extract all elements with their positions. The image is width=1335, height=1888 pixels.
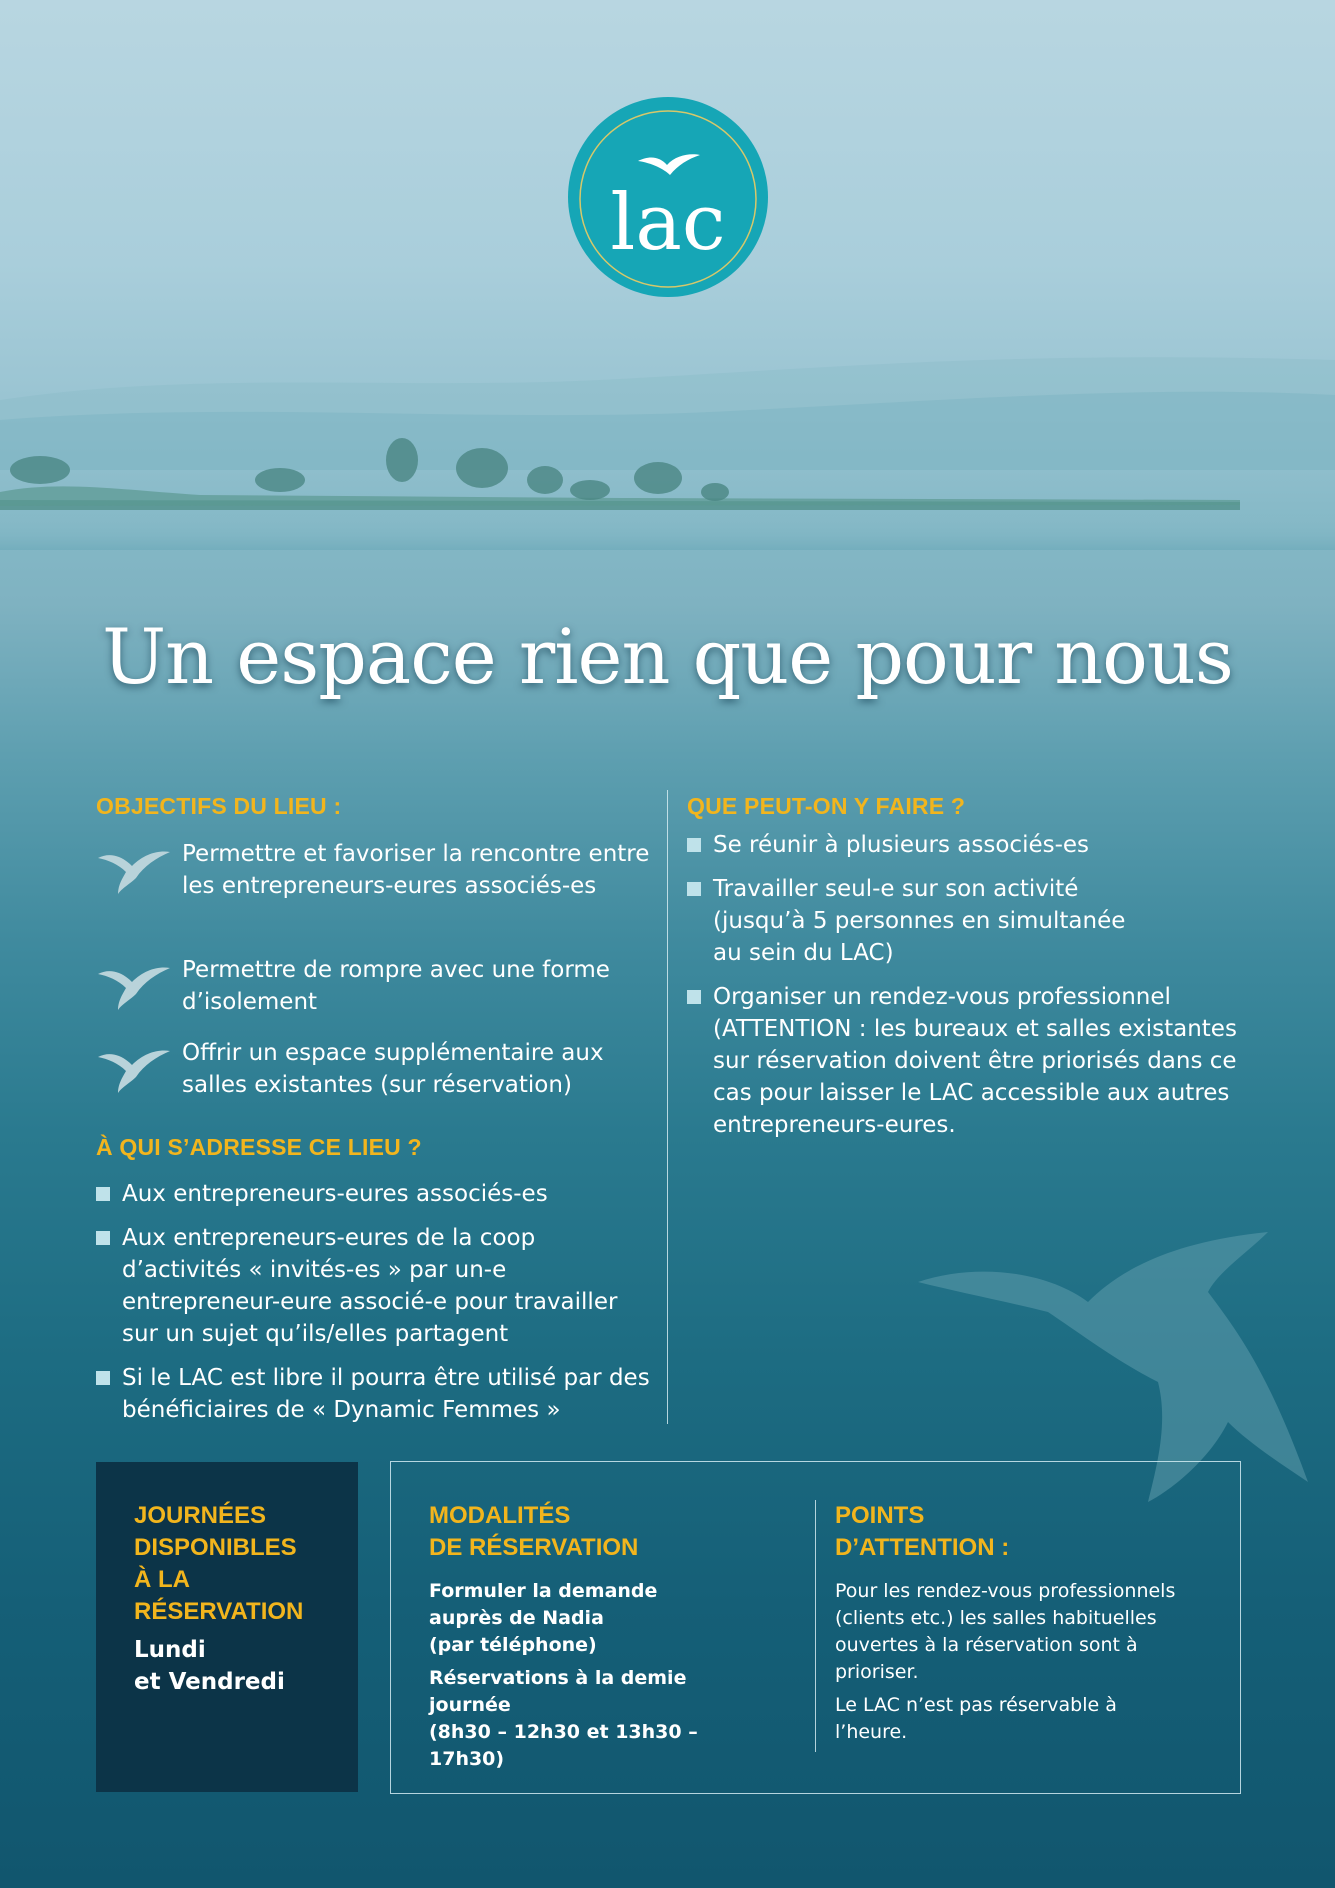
square-bullet-icon xyxy=(687,990,701,1004)
journees-title-line: JOURNÉES xyxy=(134,1502,267,1529)
objectif-item xyxy=(96,1037,656,1101)
modalites-column xyxy=(429,1500,769,1773)
attention-line: Pour les rendez-vous professionnels xyxy=(835,1580,1176,1602)
objectif-text: Permettre et favoriser la rencontre entre les entrepreneurs-eures associés-es xyxy=(182,841,650,899)
attention-paragraph xyxy=(835,1692,1215,1746)
faire-title: QUE PEUT-ON Y FAIRE ? xyxy=(687,793,966,819)
square-bullet-icon xyxy=(687,882,701,896)
modalites-paragraph xyxy=(429,1578,769,1659)
bird-icon xyxy=(96,960,172,1012)
list-item xyxy=(96,1362,656,1426)
objectif-item xyxy=(96,954,656,1018)
journees-title xyxy=(134,1500,344,1628)
lac-logo xyxy=(566,95,770,299)
landscape-image xyxy=(0,330,1335,550)
qui-item-text: Aux entrepreneurs-eures de la coop d’activités « invités-es » par un-e entrepreneur-eure associé-e pour travailler sur un sujet qu’ils/elles partagent xyxy=(122,1225,618,1347)
modalites-line: Formuler la demande xyxy=(429,1580,658,1602)
square-bullet-icon xyxy=(96,1371,110,1385)
page-title: Un espace rien que pour nous xyxy=(102,612,1233,701)
faire-item-text: Organiser un rendez-vous professionnel (ATTENTION : les bureaux et salles existantes sur réservation doivent être priorisés dans ce cas pour laisser le LAC accessible aux autres entrepreneurs-eures. xyxy=(713,984,1237,1138)
modalites-line: auprès de Nadia xyxy=(429,1607,604,1629)
list-item xyxy=(687,981,1247,1141)
modalites-title-line: MODALITÉS xyxy=(429,1502,571,1529)
journees-title-line: RÉSERVATION xyxy=(134,1598,304,1625)
qui-item-text: Aux entrepreneurs-eures associés-es xyxy=(122,1181,548,1207)
attention-paragraph xyxy=(835,1578,1215,1686)
objectif-item xyxy=(96,838,656,902)
modalites-line: (8h30 – 12h30 et 13h30 – 17h30) xyxy=(429,1721,698,1770)
attention-line: l’heure. xyxy=(835,1721,908,1743)
qui-list xyxy=(96,1178,656,1438)
list-item xyxy=(687,829,1247,861)
column-divider xyxy=(667,790,668,1424)
square-bullet-icon xyxy=(96,1231,110,1245)
attention-line: Le LAC n’est pas réservable à xyxy=(835,1694,1117,1716)
attention-column xyxy=(835,1500,1215,1746)
objectif-text: Offrir un espace supplémentaire aux salles existantes (sur réservation) xyxy=(182,1040,604,1098)
faire-item-text: Se réunir à plusieurs associés-es xyxy=(713,832,1090,858)
attention-title-line: D’ATTENTION : xyxy=(835,1534,1010,1561)
objectif-text: Permettre de rompre avec une forme d’isolement xyxy=(182,957,610,1015)
modalites-paragraph xyxy=(429,1665,769,1773)
journees-title-line: DISPONIBLES xyxy=(134,1534,297,1561)
square-bullet-icon xyxy=(96,1187,110,1201)
journees-day-line: Lundi xyxy=(134,1637,206,1663)
attention-line: ouvertes à la réservation sont à xyxy=(835,1634,1138,1656)
faire-item-text: Travailler seul-e sur son activité (jusqu’à 5 personnes en simultanée au sein du LAC) xyxy=(713,876,1126,966)
qui-item-text: Si le LAC est libre il pourra être utilisé par des bénéficiaires de « Dynamic Femmes » xyxy=(122,1365,650,1423)
journees-days xyxy=(134,1634,344,1698)
modalites-title-line: DE RÉSERVATION xyxy=(429,1534,639,1561)
modalites-title xyxy=(429,1500,769,1564)
bird-icon xyxy=(96,1043,172,1095)
list-item xyxy=(687,873,1153,969)
logo-text: lac xyxy=(610,178,726,268)
modalites-line: (par téléphone) xyxy=(429,1634,597,1656)
attention-title-line: POINTS xyxy=(835,1502,925,1529)
journees-box xyxy=(96,1462,358,1792)
attention-title xyxy=(835,1500,1215,1564)
journees-title-line: À LA xyxy=(134,1566,190,1593)
square-bullet-icon xyxy=(687,838,701,852)
bird-silhouette-icon xyxy=(918,1222,1318,1502)
attention-line: (clients etc.) les salles habituelles xyxy=(835,1607,1157,1629)
journees-day-line: et Vendredi xyxy=(134,1669,285,1695)
faire-list xyxy=(687,829,1247,1153)
info-box xyxy=(390,1461,1241,1794)
objectifs-title: OBJECTIFS DU LIEU : xyxy=(96,793,342,819)
qui-title: À QUI S’ADRESSE CE LIEU ? xyxy=(96,1134,422,1160)
list-item xyxy=(96,1222,656,1350)
attention-line: prioriser. xyxy=(835,1661,919,1683)
bird-icon xyxy=(96,844,172,896)
box-divider xyxy=(815,1500,816,1752)
modalites-line: Réservations à la demie journée xyxy=(429,1667,687,1716)
list-item xyxy=(96,1178,656,1210)
